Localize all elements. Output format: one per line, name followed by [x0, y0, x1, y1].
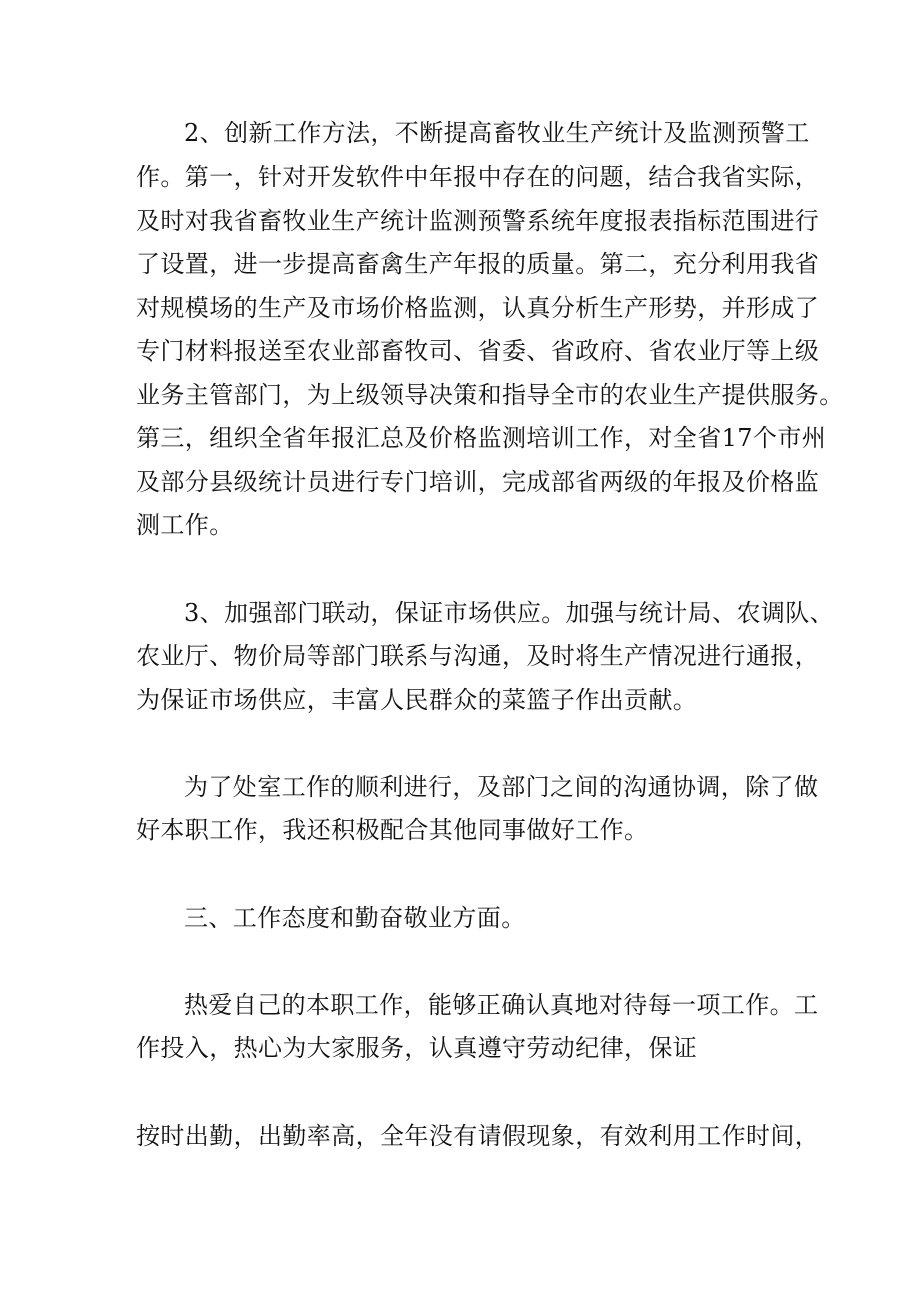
text-line: 第三，组织全省年报汇总及价格监测培训工作，对全省17个市州 [136, 424, 827, 452]
text-line: 了设置，进一步提高畜禽生产年报的质量。第二，充分利用我省 [136, 250, 820, 278]
text-line: 按时出勤，出勤率高，全年没有请假现象，有效利用工作时间， [136, 1122, 820, 1150]
text-line: 好本职工作，我还积极配合其他同事做好工作。 [136, 816, 649, 844]
text-line: 专门材料报送至农业部畜牧司、省委、省政府、省农业厅等上级 [136, 337, 820, 365]
text-line: 热爱自己的本职工作，能够正确认真地对待每一项工作。工 [184, 991, 819, 1019]
text-line: 2、创新工作方法，不断提高畜牧业生产统计及监测预警工 [184, 119, 810, 147]
text-line: 为了处室工作的顺利进行，及部门之间的沟通协调，除了做 [184, 773, 819, 801]
text-line: 测工作。 [136, 511, 234, 539]
text-line: 对规模场的生产及市场价格监测，认真分析生产形势，并形成了 [136, 294, 820, 322]
text-line: 及部分县级统计员进行专门培训，完成部省两级的年报及价格监 [136, 468, 820, 496]
text-line: 及时对我省畜牧业生产统计监测预警系统年度报表指标范围进行 [136, 207, 820, 235]
text-line: 作投入，热心为大家服务，认真遵守劳动纪律，保证 [136, 1034, 698, 1062]
text-line: 业务主管部门，为上级领导决策和指导全市的农业生产提供服务。 [136, 381, 844, 409]
text-line: 农业厅、物价局等部门联系与沟通，及时将生产情况进行通报， [136, 642, 820, 670]
section-heading: 三、工作态度和勤奋敬业方面。 [184, 904, 526, 932]
text-line: 3、加强部门联动，保证市场供应。加强与统计局、农调队、 [184, 599, 835, 627]
text-line: 作。第一，针对开发软件中年报中存在的问题，结合我省实际， [136, 163, 820, 191]
text-line: 为保证市场供应，丰富人民群众的菜篮子作出贡献。 [136, 686, 698, 714]
